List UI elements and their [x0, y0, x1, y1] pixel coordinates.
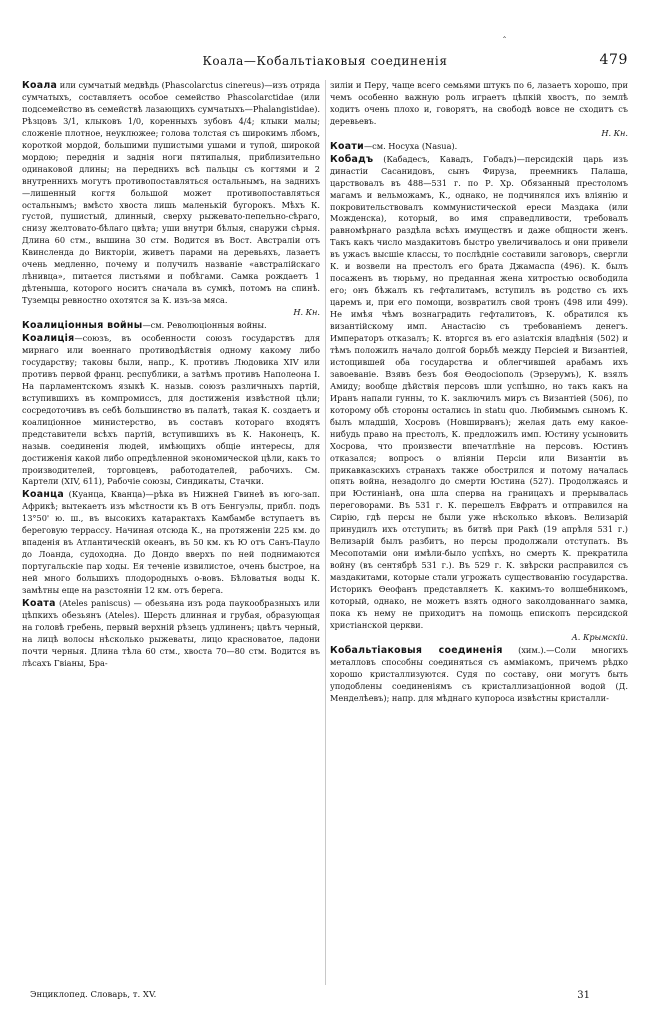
article-text: —союзъ, въ особенности союзъ государствъ для мирнаго или военнаго противодѣйствiя одному какому либо государству; таковы были, напр., К. противъ Людовика XIV или противъ первой франц. республики, а затѣмъ противъ Наполеона I. На парламентскомъ языкѣ К. назыв. союзъ различныхъ партiй, вступившихъ въ компромиссъ, для достиженiя извѣстной цѣли; сосредоточивъ въ себѣ большинство въ палатѣ, такая К. создаетъ и коалицiонное министерство, въ составъ котораго входятъ представители всѣхъ партiй, вступившихъ въ К. Наконецъ, К. назыв. соединенiя людей, имѣющихъ общiе интересы, для достиженiя какой либо опредѣленной экономической цѣли, какъ то производителей, торговцевъ, работодателей, рабочихъ. См. Картели (XIV, 611), Рабочiе союзы, Синдикаты, Стачки. [22, 333, 320, 487]
footer-signature-mark: 31 [577, 990, 590, 1001]
article-headword: Коати [330, 140, 364, 152]
article-headword: Коата [22, 597, 56, 609]
column-divider [325, 80, 326, 985]
article-text: (Куанца, Кванца)—рѣка въ Нижней Гвинеѣ въ юго-зап. Африкѣ; вытекаетъ изъ мѣстности къ В отъ Бенгуэлы, прибл. подъ 13°50' ю. ш., въ высокихъ катарактахъ Камбамбе вступаетъ въ береговую террассу. Начиная отсюда К., на протяженiи 225 км. до впаденiя въ Атлантическiй океанъ, въ 50 км. къ Ю отъ Санъ-Пауло до Лоанда, судоходна. До Дондо вверхъ по ней поднимаются португальскiе пар ходы. Ея теченiе извилистое, очень быстрое, на ней много большихъ плодородныхъ о-вовъ. Бѣловатыя воды К. замѣтны еще на разстоянiи 12 км. отъ берега. [22, 489, 320, 596]
footer-volume: Энциклопед. Словарь, т. XV. [30, 990, 157, 1000]
article-text: (Кабадесъ, Кавадъ, Гобадъ)—персидскiй царь изъ династiи Сасанидовъ, сынъ Фируза, преемникъ Палаша, царствовалъ въ 488—531 г. по Р. Хр. Обязанный престоломъ магамъ и вельможамъ, К., однако, не подчинялся ихъ влiянiю и покровительствовалъ коммунистической ереси Маздака (или Можденска), который, во имя справедливости, требовалъ равномѣрнаго раздѣла всѣхъ имуществъ и даже общности женъ. Такъ какъ число маздакитовъ быстро увеличивалось и они привели въ ужасъ высшiе классы, то послѣднiе составили заговоръ, свергли К. и возвели на престолъ его брата Джамаспа (496). К. былъ посаженъ въ тюрьму, но преданная жена хитростью освободила его; онъ бѣжалъ къ гефталитамъ, вступилъ въ родство съ ихъ царемъ и, при его помощи, возвратилъ свой тронъ (498 или 499). Не имѣя чѣмъ вознаградить гефталитовъ, К. обратился къ византiйскому имп. Анастасiю съ требованiемъ денегъ. Императоръ отказалъ; К. вторгся въ его азiатскiя владѣнiя (502) и тѣмъ положилъ начало долгой борьбѣ между Персiей и Византiей, истощившей оба государства и облегчившей арабамъ ихъ завоеванiе. Взявъ безъ боя Ѳеодосiополь (Эрзерумъ), К. взялъ Амиду; вообще дѣйствiя персовъ шли успѣшно, но такъ какъ на Иранъ напали гунны, то К. заключилъ миръ съ Византiей (506), по которому обѣ стороны остались in statu quo. Любимымъ сыномъ К. былъ младшiй, Хосровъ (Новширванъ); желая дать ему какое-нибудь право на престолъ, К. предложилъ имп. Юстину усыновить Хосрова, что произвести впечатлѣнiе на персовъ. Юстинъ отказался; вопросъ о влiянiи Персiи или Византiи въ прикавказскихъ странахъ также обострился и потому началась опять война, незадолго до смерти Юстина (527). Продолжаясь и при Юстинiанѣ, она шла сперва на границахъ и прерывалась переговорами. Въ 531 г. К. перешелъ Евфратъ и отправился на Сирiю, гдѣ персы не были уже нѣсколько вѣковъ. Велизарiй принудилъ ихъ отступить; въ битвѣ при Ракѣ (19 апрѣля 531 г.) Велизарiй былъ разбитъ, но персы продолжали отступать. Въ Месопотамiи они имѣли-было успѣхъ, но смерть К. прекратила войну (въ сентябрѣ 531 г.). Въ 529 г. К. звѣрски расправился съ маздакитами, которые стали угрожать существованiю государства. Историкъ Ѳеофанъ представляетъ К. какимъ-то волшебникомъ, который, однако, не можетъ взять одного заколдованнаго замка, пока къ нему не приходитъ на помощь епископъ персидской христiанской церкви. [330, 153, 628, 630]
left-column [22, 80, 320, 985]
article-entry [22, 333, 320, 488]
page-footer [30, 990, 620, 1006]
article-paragraph [330, 80, 628, 128]
article-entry [22, 598, 320, 670]
article-author-signature: А. Крымскiй. [571, 631, 628, 642]
article-headword: Кобадъ [330, 153, 374, 165]
page-header [22, 52, 628, 72]
article-headword: Коалицiонныя войны [22, 320, 143, 332]
corner-mark: ‸ [503, 29, 507, 39]
article-paragraph [22, 598, 320, 670]
running-title: Коала—Кобальтiаковыя соединенiя [202, 54, 448, 68]
article-entry [330, 141, 628, 153]
article-paragraph [330, 645, 628, 705]
article-entry [22, 489, 320, 597]
article-author-signature: Н. Кн. [601, 127, 628, 138]
article-headword: Коалицiя [22, 333, 75, 345]
article-paragraph [22, 320, 320, 332]
article-headword: Коала [22, 80, 58, 91]
article-paragraph [330, 141, 628, 153]
article-headword: Коанца [22, 489, 64, 501]
article-text: зилiи и Перу, чаще всего семьями штукъ по 6, лазаетъ хорошо, при чемъ особенно важную роль играетъ цѣпкiй хвостъ, по землѣ ходитъ очень плохо и, говорятъ, на свободѣ вовсе не сходитъ съ деревьевъ. [330, 80, 628, 126]
article-paragraph [22, 489, 320, 597]
article-text: —см. Носуха (Nasua). [363, 140, 458, 151]
article-text: (хим.).—Соли многихъ металловъ способны соединяться съ аммiакомъ, причемъ рѣдко хорошо кристаллизуются. Судя по составу, они могутъ быть уподоблены соединенiямъ съ кристаллизацiонной водой (Д. Менделѣевъ); напр. для мѣднаго купороса извѣстны кристалли- [330, 644, 628, 703]
article-entry [22, 320, 320, 332]
article-entry [330, 154, 628, 644]
page-number: 479 [599, 52, 628, 68]
article-text: (Ateles paniscus) — обезьяна изъ рода паукообразныхъ или цѣпкихъ обезьянъ (Ateles). Шерсть длинная и грубая, образующая на головѣ гребень, первый верхнiй рѣзецъ удлиненъ; цвѣтъ черный, на лицѣ волосы нѣсколько рыжеваты, лицо красноватое, ладони почти черныя. Длина тѣла 60 стм., хвоста 70—80 стм. Водится въ лѣсахъ Гвiаны, Бра- [22, 597, 320, 668]
article-entry [22, 80, 320, 319]
article-entry [330, 80, 628, 140]
right-column [330, 80, 628, 985]
article-paragraph [22, 80, 320, 307]
article-headword: Кобальтiаковыя соединенiя [330, 644, 503, 656]
article-paragraph [22, 333, 320, 488]
article-author-signature: Н. Кн. [293, 307, 320, 318]
article-entry [330, 645, 628, 705]
article-text: или сумчатый медвѣдь (Phascolarctus cinereus)—изъ отряда сумчатыхъ, составляетъ особое семейство Phascolarctidae (или подсемейство въ семействѣ лазающихъ сумчатыхъ—Phalangistidae). Рѣзцовъ 3/1, клыковъ 1/0, коренныхъ зубовъ 4/4; клыки малы; сложенiе плотное, неуклюжее; голова толстая съ широкимъ лбомъ, короткой мордой, большими пушистыми ушами и тупой, широкой мордою; переднiя и заднiя ноги пятипалыя, приблизительно одинаковой длины; на переднихъ всѣ пальцы съ когтями и 2 внутреннихъ могутъ противопоставляться остальнымъ, на заднихъ—лишенный когтя большой может противопоставляться остальнымъ; вмѣсто хвоста лишь маленькiй бугорокъ. Мѣхъ К. густой, пушистый, длинный, сверху рыжевато-пепельно-сѣраго, снизу желтовато-бѣлаго цвѣта; уши внутри бѣлыя, снаружи сѣрыя. Длина 60 стм., вышина 30 стм. Водится въ Вост. Австралiи отъ Квинсленда до Викторiи, живетъ парами на деревьяхъ, лазаетъ очень медленно, почему и получилъ названiе «австралiйскаго лѣнивца», питается листьями и побѣгами. Самка рождаетъ 1 дѣтеныша, которого носитъ сначала въ сумкѣ, потомъ на спинѣ. Туземцы ревностно охотятся за К. изъ-за мяса. [22, 80, 320, 306]
article-paragraph [330, 154, 628, 632]
article-text: —см. Революцiонныя войны. [142, 320, 267, 331]
